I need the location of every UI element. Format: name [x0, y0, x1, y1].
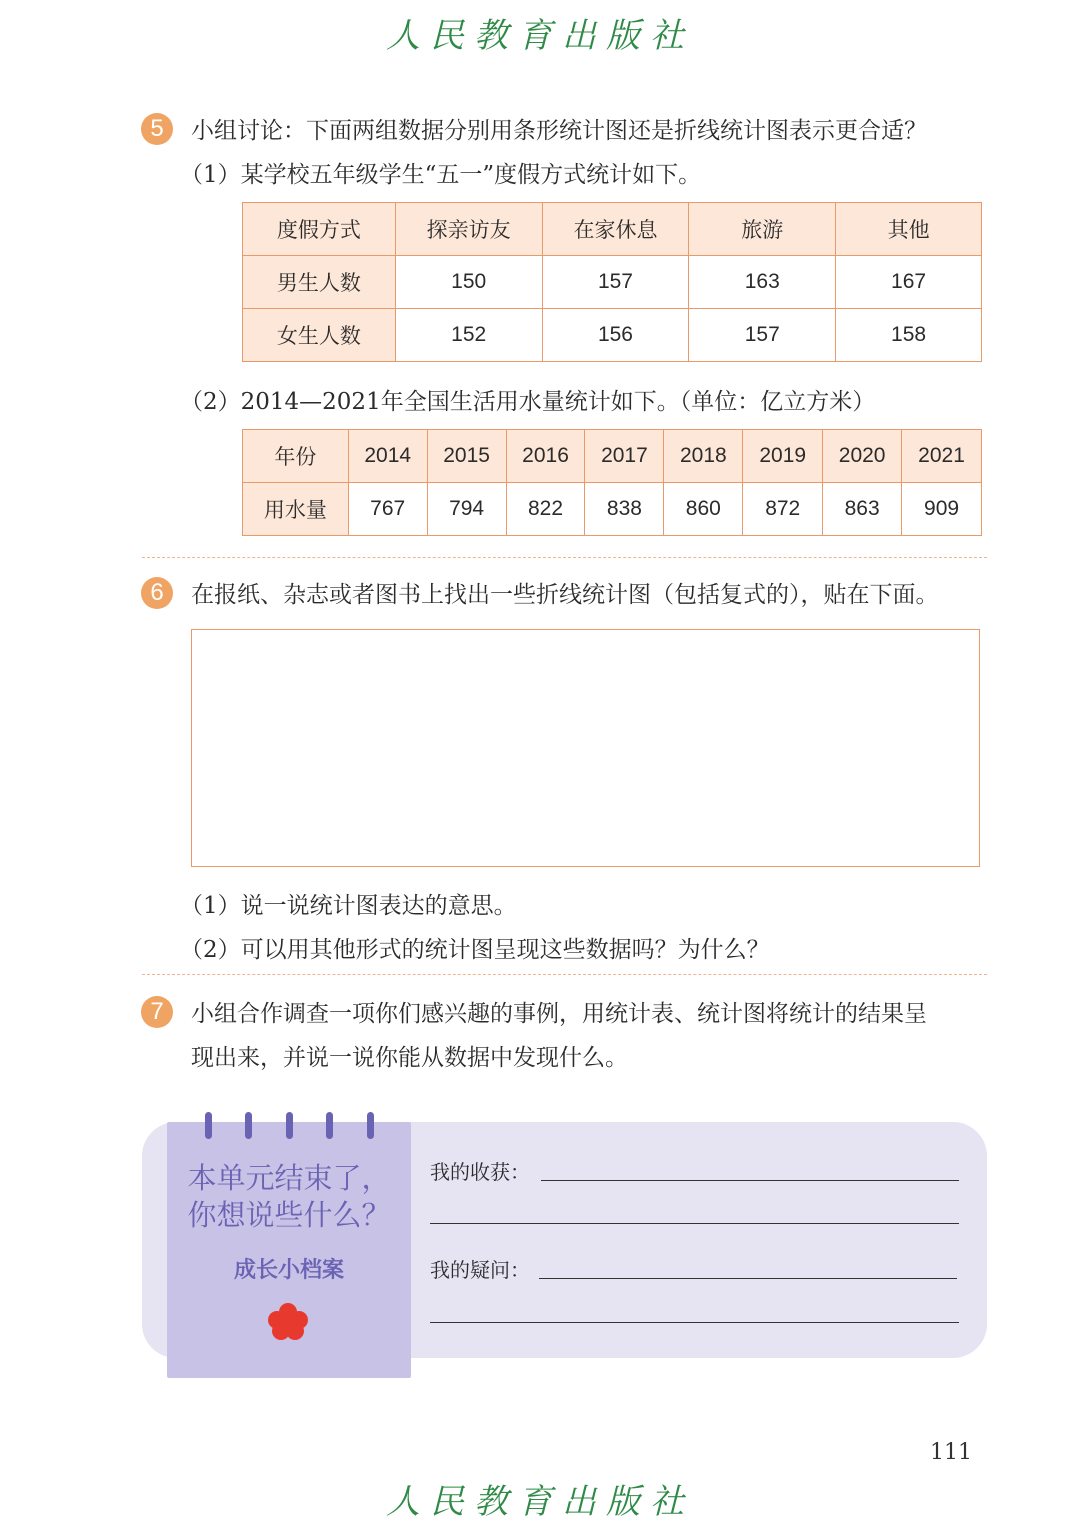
answer-line	[430, 1223, 959, 1224]
table-cell: 767	[348, 483, 427, 536]
table-cell: 167	[836, 256, 982, 309]
answer-line	[430, 1322, 959, 1323]
question-5-part-1: （1）某学校五年级学生“五一”度假方式统计如下。	[180, 162, 702, 188]
table-header-row	[243, 430, 982, 483]
question-number-badge: 7	[141, 996, 173, 1028]
table-row	[243, 483, 982, 536]
question-6-sub-2: （2）可以用其他形式的统计图呈现这些数据吗？为什么？	[180, 937, 770, 963]
table-row	[243, 256, 982, 309]
page-number: 111	[930, 1440, 972, 1465]
table-cell: 163	[689, 256, 836, 309]
binder-ring	[205, 1112, 212, 1139]
table-cell: 822	[506, 483, 585, 536]
table-header-cell: 其他	[836, 203, 982, 256]
answer-line	[539, 1278, 957, 1279]
table-header-cell: 2018	[664, 430, 743, 483]
table-header-cell: 2020	[823, 430, 902, 483]
table-header-cell: 2021	[902, 430, 982, 483]
table-cell: 150	[395, 256, 542, 309]
table-header-cell: 探亲访友	[395, 203, 542, 256]
table-header-cell: 2017	[585, 430, 664, 483]
table-header-cell: 2014	[348, 430, 427, 483]
card-question-line-1: 本单元结束了，	[187, 1163, 391, 1195]
row-header-cell: 女生人数	[243, 309, 396, 362]
table-cell: 909	[902, 483, 982, 536]
row-header-cell: 用水量	[243, 483, 349, 536]
publisher-footer: 人民教育出版社	[386, 1482, 694, 1522]
question-5-prompt: 小组讨论：下面两组数据分别用条形统计图还是折线统计图表示更合适？	[191, 118, 927, 144]
binder-ring	[367, 1112, 374, 1139]
table-row	[243, 309, 982, 362]
table-header-cell: 年份	[243, 430, 349, 483]
binder-ring	[286, 1112, 293, 1139]
section-divider	[142, 557, 987, 558]
question-number-badge: 6	[141, 577, 173, 609]
table-cell: 152	[395, 309, 542, 362]
question-number-badge: 5	[141, 113, 173, 145]
water-usage-table	[242, 429, 982, 536]
table-header-cell: 在家休息	[542, 203, 689, 256]
question-6-prompt: 在报纸、杂志或者图书上找出一些折线统计图（包括复式的），贴在下面。	[191, 582, 939, 608]
table-header-cell: 2019	[743, 430, 823, 483]
question-7-line-1: 小组合作调查一项你们感兴趣的事例，用统计表、统计图将统计的结果呈	[191, 1001, 927, 1027]
doubt-label: 我的疑问：	[430, 1258, 530, 1282]
table-header-cell: 旅游	[689, 203, 836, 256]
question-5-part-2: （2）2014—2021年全国生活用水量统计如下。（单位：亿立方米）	[180, 389, 876, 415]
table-cell: 794	[427, 483, 506, 536]
answer-line	[541, 1180, 959, 1181]
row-header-cell: 男生人数	[243, 256, 396, 309]
table-cell: 157	[542, 256, 689, 309]
table-header-cell: 2016	[506, 430, 585, 483]
table-header-row	[243, 203, 982, 256]
table-cell: 158	[836, 309, 982, 362]
flower-icon	[266, 1302, 310, 1342]
table-cell: 838	[585, 483, 664, 536]
table-cell: 860	[664, 483, 743, 536]
table-header-cell: 度假方式	[243, 203, 396, 256]
table-cell: 156	[542, 309, 689, 362]
table-cell: 863	[823, 483, 902, 536]
publisher-header: 人民教育出版社	[386, 16, 694, 56]
card-title: 成长小档案	[233, 1257, 344, 1282]
vacation-table	[242, 202, 982, 362]
question-7-line-2: 现出来，并说一说你能从数据中发现什么。	[191, 1045, 628, 1071]
gain-label: 我的收获：	[430, 1160, 530, 1184]
table-cell: 872	[743, 483, 823, 536]
card-question-line-2: 你想说些什么？	[187, 1200, 391, 1232]
paste-area-box	[191, 629, 980, 867]
table-cell: 157	[689, 309, 836, 362]
binder-ring	[245, 1112, 252, 1139]
table-header-cell: 2015	[427, 430, 506, 483]
section-divider	[142, 974, 987, 975]
question-6-sub-1: （1）说一说统计图表达的意思。	[180, 893, 517, 919]
binder-ring	[326, 1112, 333, 1139]
